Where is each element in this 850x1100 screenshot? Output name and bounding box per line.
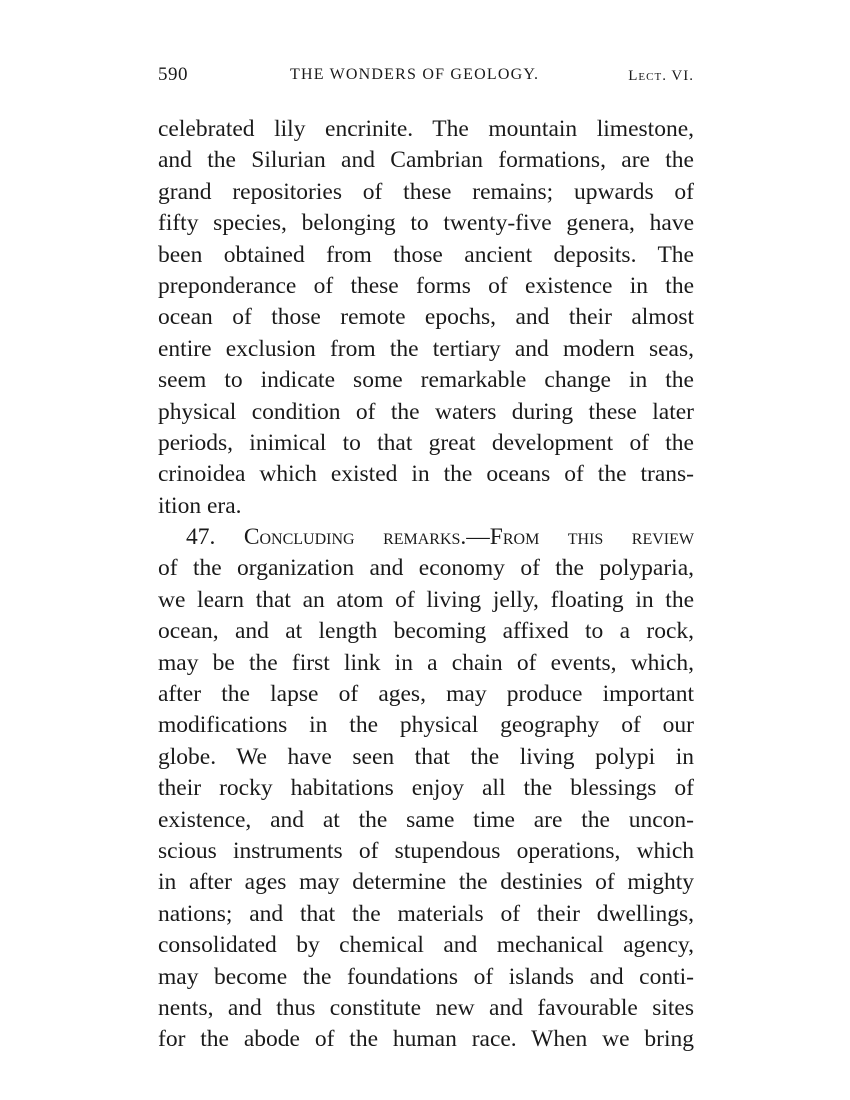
text-line: grand repositories of these remains; upwards of <box>158 178 694 205</box>
text-line: been obtained from those ancient deposits. The <box>158 241 694 268</box>
text-line: ocean, and at length becoming affixed to a rock, <box>158 618 694 645</box>
text-line: nents, and thus constitute new and favourable sites <box>158 994 694 1021</box>
text-line: in after ages may determine the destinies of mighty <box>158 869 694 896</box>
text-line: existence, and at the same time are the uncon- <box>158 806 694 833</box>
text-line: we learn that an atom of living jelly, floating in the <box>158 586 694 613</box>
lecture-label: Lect. VI. <box>628 68 694 84</box>
text-line: consolidated by chemical and mechanical agency, <box>158 932 694 959</box>
text-line: ocean of those remote epochs, and their almost <box>158 304 694 331</box>
text-line: may become the foundations of islands and conti- <box>158 963 694 990</box>
text-line: crinoidea which existed in the oceans of the trans- <box>158 461 694 488</box>
text-line: physical condition of the waters during these later <box>158 398 694 425</box>
text-line: scious instruments of stupendous operations, which <box>158 837 694 864</box>
body-text <box>158 114 694 1056</box>
text-line: nations; and that the materials of their dwellings, <box>158 900 694 927</box>
page-number: 590 <box>158 64 188 85</box>
section-heading-line: 47. Concluding remarks.—From this review <box>186 524 694 551</box>
text-line: after the lapse of ages, may produce important <box>158 681 694 708</box>
book-page <box>158 62 694 1056</box>
text-line: globe. We have seen that the living polypi in <box>158 743 694 770</box>
text-line: periods, inimical to that great development of the <box>158 429 694 456</box>
text-line: celebrated lily encrinite. The mountain limestone, <box>158 116 694 142</box>
text-line: and the Silurian and Cambrian formations, are the <box>158 147 694 174</box>
text-line: may be the first link in a chain of events, which, <box>158 649 694 676</box>
text-line: preponderance of these forms of existence in the <box>158 272 694 299</box>
text-line: ition era. <box>158 492 242 519</box>
text-line: for the abode of the human race. When we bring <box>158 1026 694 1053</box>
text-line: seem to indicate some remarkable change in the <box>158 367 694 394</box>
text-line: fifty species, belonging to twenty-five genera, have <box>158 210 694 237</box>
running-title: THE WONDERS OF GEOLOGY. <box>290 66 540 83</box>
text-line: modifications in the physical geography of our <box>158 712 694 739</box>
text-line: entire exclusion from the tertiary and modern seas, <box>158 335 694 362</box>
running-header <box>158 62 694 92</box>
text-line: of the organization and economy of the polyparia, <box>158 555 694 582</box>
text-line: their rocky habitations enjoy all the blessings of <box>158 775 694 802</box>
